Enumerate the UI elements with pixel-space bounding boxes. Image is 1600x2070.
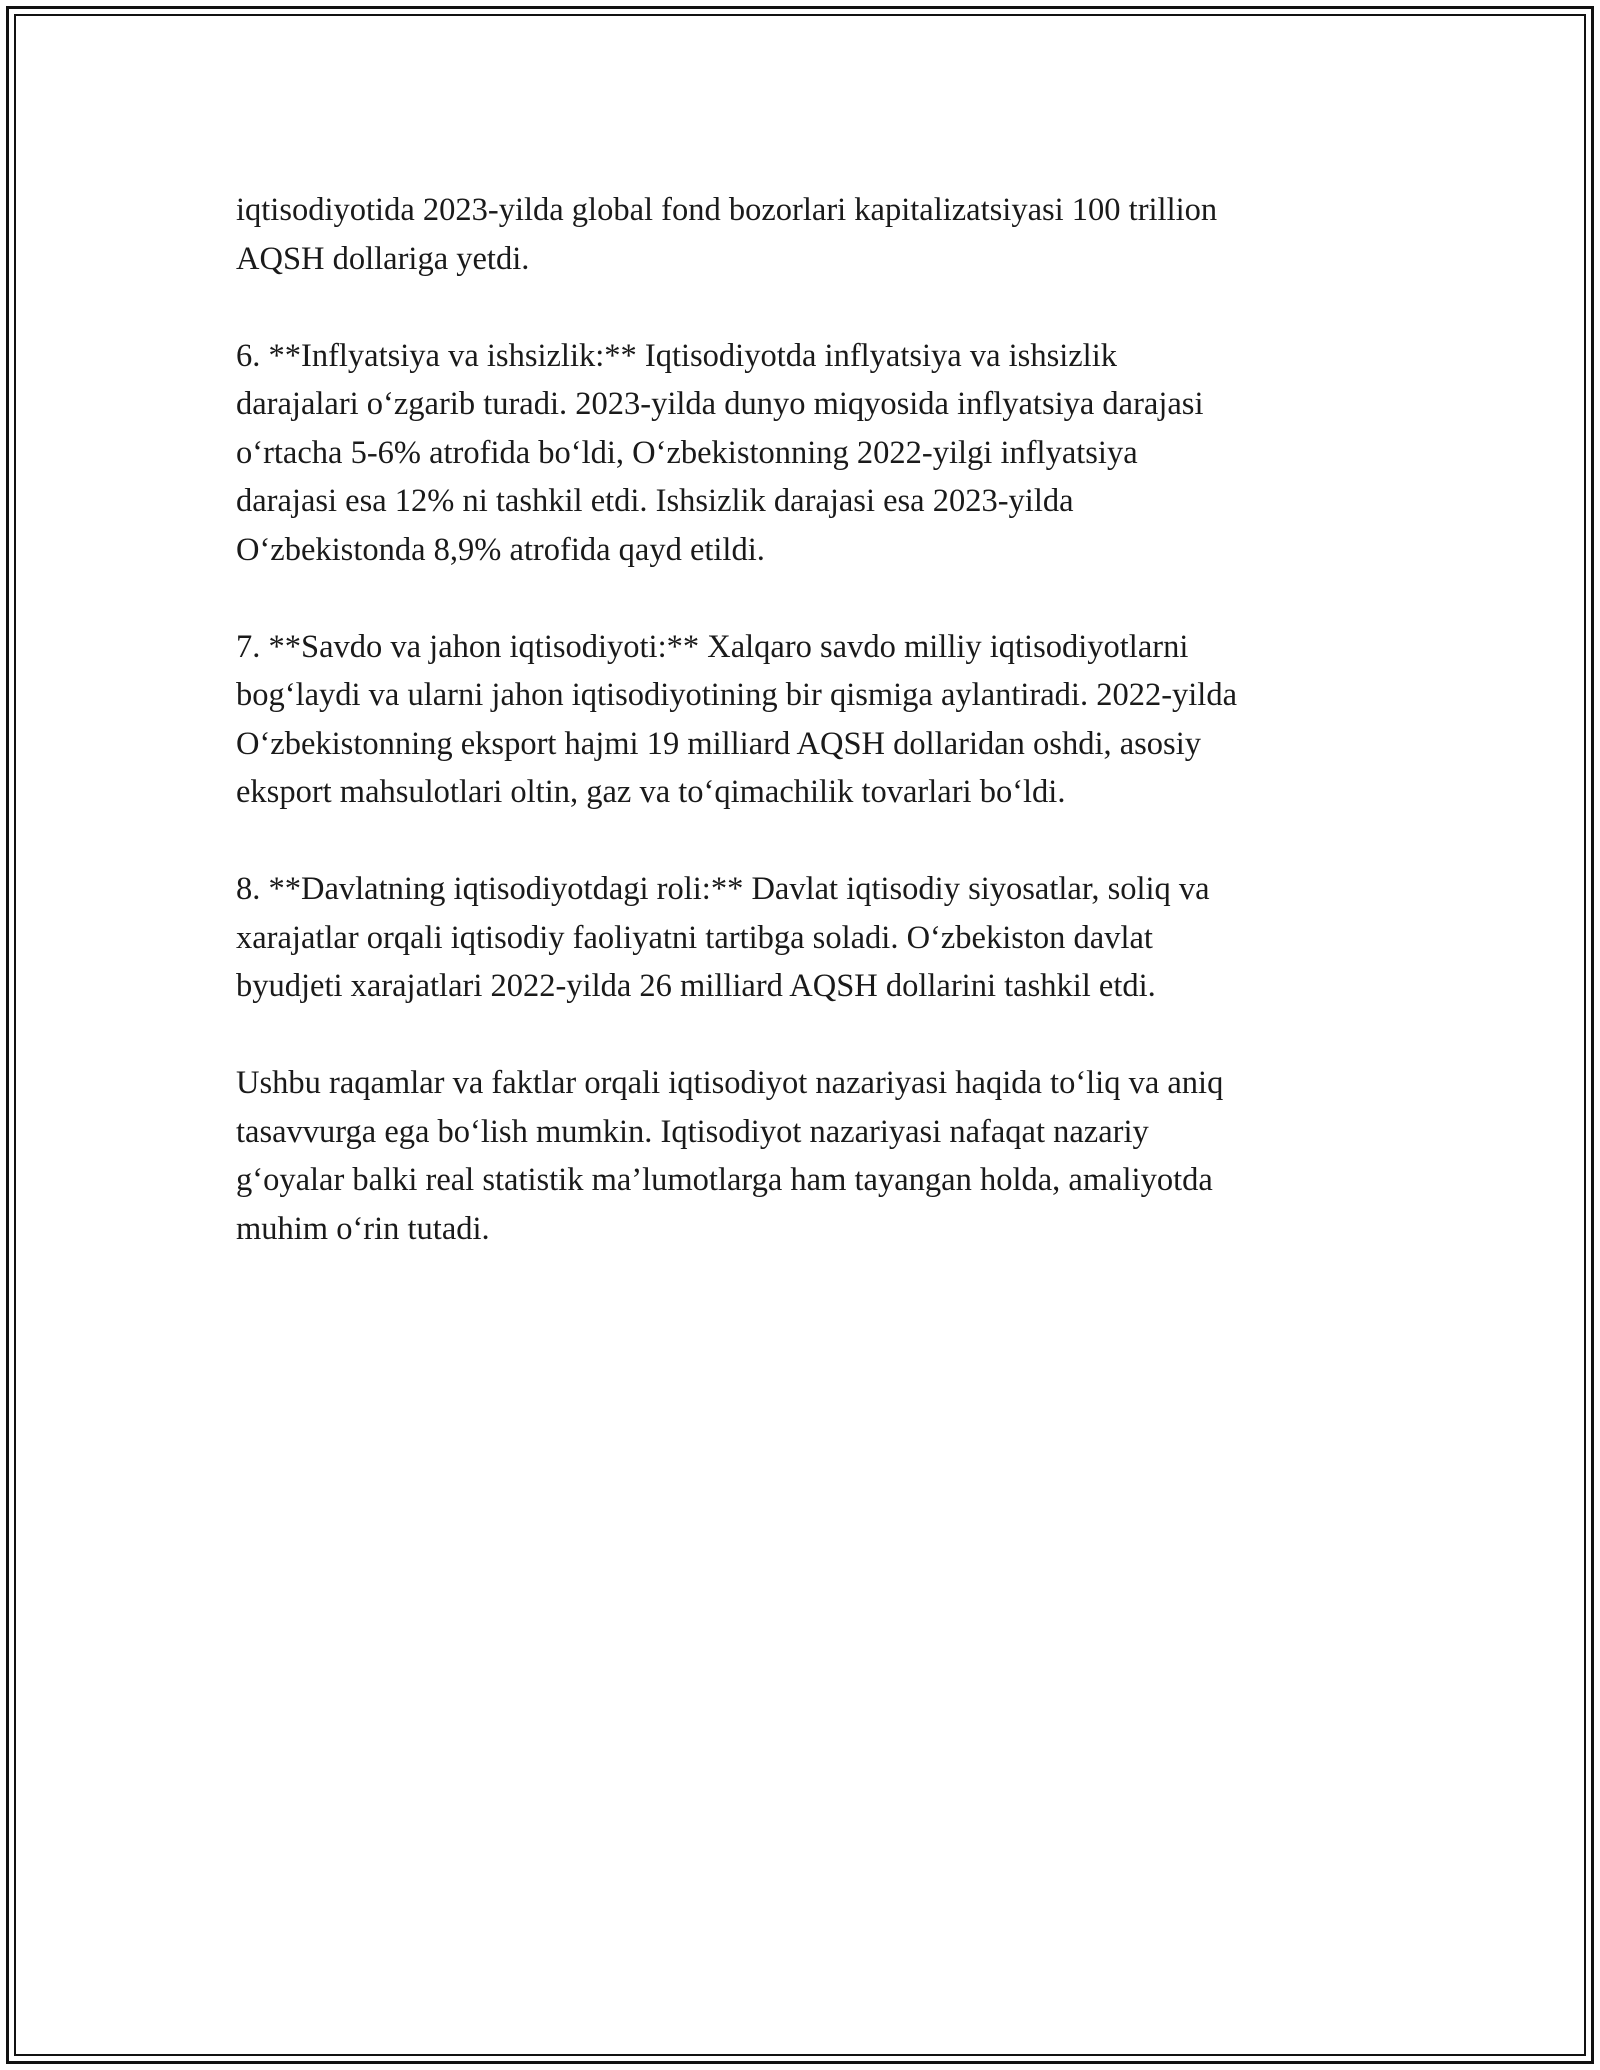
paragraph-trade-world-economy: 7. **Savdo va jahon iqtisodiyoti:** Xalqaro savdo milliy iqtisodiyotlarni bog‘laydi va ularni jahon iqtisodiyotining bir qismiga aylantiradi. 2022-yilda O‘zbekistonning eksport hajmi 19 milliard AQSH dollaridan oshdi, asosiy eksport mahsulotlari oltin, gaz va to‘qimachilik tovarlari bo‘ldi. <box>236 628 1238 810</box>
paragraph-conclusion: Ushbu raqamlar va faktlar orqali iqtisodiyot nazariyasi haqida to‘liq va aniq tasavvurga ega bo‘lish mumkin. Iqtisodiyot nazariyasi nafaqat nazariy g‘oyalar balki real statistik ma’lumotlarga ham tayangan holda, amaliyotda muhim o‘rin tutadi. <box>236 1065 1224 1247</box>
document-body <box>236 186 1386 1302</box>
paragraph-government-role: 8. **Davlatning iqtisodiyotdagi roli:** Davlat iqtisodiy siyosatlar, soliq va xarajatlar orqali iqtisodiy faoliyatni tartibga soladi. O‘zbekiston davlat byudjeti xarajatlari 2022-yilda 26 milliard AQSH dollarini tashkil etdi. <box>236 871 1210 1004</box>
paragraph-stock-market: iqtisodiyotida 2023-yilda global fond bozorlari kapitalizatsiyasi 100 trillion AQSH dollariga yetdi. <box>236 192 1218 277</box>
paragraph-inflation-unemployment: 6. **Inflyatsiya va ishsizlik:** Iqtisodiyotda inflyatsiya va ishsizlik darajalari o‘zgarib turadi. 2023-yilda dunyo miqyosida inflyatsiya darajasi o‘rtacha 5-6% atrofida bo‘ldi, O‘zbekistonning 2022-yilgi inflyatsiya darajasi esa 12% ni tashkil etdi. Ishsizlik darajasi esa 2023-yilda O‘zbekistonda 8,9% atrofida qayd etildi. <box>236 337 1204 568</box>
